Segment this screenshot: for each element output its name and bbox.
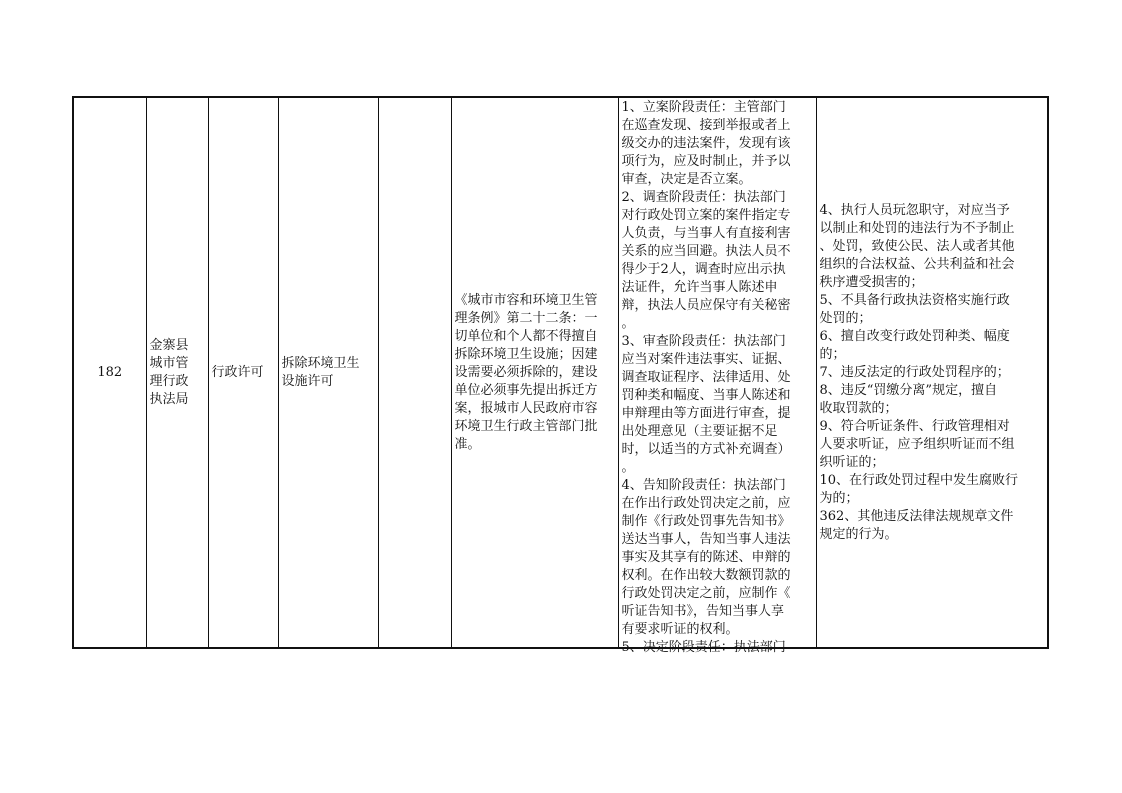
category-text: 行政许可 <box>211 364 264 380</box>
responsibility-text-line: 行政处罚决定之前，应制作《 <box>621 585 791 601</box>
responsibility-text-line: 级交办的违法案件，发现有该 <box>621 135 791 151</box>
responsibility-text-line: 1、立案阶段责任：主管部门 <box>621 99 786 115</box>
responsibility-text-line: 项行为，应及时制止，并予以 <box>621 153 791 169</box>
legal-basis-text-line: 拆除环境卫生设施；因建 <box>454 346 598 362</box>
legal-basis-text-line: 切单位和个人都不得擅自 <box>454 328 598 344</box>
responsibility-text-line: 时，以适当的方式补充调查） <box>621 441 791 457</box>
accountability-text-line: 收取罚款的； <box>819 400 898 416</box>
responsibility-text-line: 事实及其享有的陈述、申辩的 <box>621 549 791 565</box>
responsibility-text-line: 审查，决定是否立案。 <box>621 171 752 187</box>
responsibility-text-line: 2、调查阶段责任：执法部门 <box>621 189 786 205</box>
table-row <box>73 97 1048 648</box>
category-cell <box>208 97 278 648</box>
responsibility-text-line: 听证告知书》，告知当事人享 <box>621 603 785 619</box>
responsibility-text-line: 在作出行政处罚决定之前，应 <box>621 495 791 511</box>
accountability-text-line: 秩序遭受损害的； <box>819 274 924 290</box>
accountability-text-line: 9、符合听证条件、行政管理相对 <box>819 418 1010 434</box>
accountability-text-line: 人要求听证，应予组织听证而不组 <box>819 436 1015 452</box>
accountability-text-line: 362、其他违反法律法规规章文件 <box>819 508 1014 524</box>
accountability-text-line: 的； <box>819 346 846 362</box>
responsibility-text-line: 关系的应当回避。执法人员不 <box>621 243 791 259</box>
responsibility-text-line: 出处理意见（主要证据不足 <box>621 423 778 439</box>
responsibility-text-line: 罚种类和幅度、当事人陈述和 <box>621 387 791 403</box>
responsibility-text-line: 人负责，与当事人有直接利害 <box>621 225 791 241</box>
row-number: 182 <box>97 364 123 380</box>
responsibility-text-line: 在巡查发现、接到举报或者上 <box>621 117 791 133</box>
legal-basis-text-line: 准。 <box>454 436 481 452</box>
accountability-text-line: 组织的合法权益、公共利益和社会 <box>819 256 1015 272</box>
department-text-line: 城市管 <box>149 355 189 371</box>
accountability-text-line: 织听证的； <box>819 454 885 470</box>
item-name-cell <box>278 97 378 648</box>
accountability-text-line: 规定的行为。 <box>819 526 898 542</box>
item-name-text-line: 设施许可 <box>281 373 334 389</box>
responsibility-text-line: 应当对案件违法事实、证据、 <box>621 351 791 367</box>
legal-basis-text-line: 单位必须事先提出拆迁方 <box>454 382 598 398</box>
legal-basis-cell <box>451 97 618 648</box>
accountability-text-line: 6、擅自改变行政处罚种类、幅度 <box>819 328 1010 344</box>
responsibility-text-line: 调查取证程序、法律适用、处 <box>621 369 791 385</box>
responsibility-text-line: 。 <box>621 315 635 331</box>
accountability-text-line: 为的； <box>819 490 859 506</box>
legal-basis-text-line: 设需要必须拆除的，建设 <box>454 364 598 380</box>
responsibility-text-line: 4、告知阶段责任：执法部门 <box>621 477 786 493</box>
legal-basis-text-line: 《城市市容和环境卫生管 <box>454 292 598 308</box>
responsibility-cell <box>618 97 816 655</box>
responsibility-text-line: 5、决定阶段责任：执法部门 <box>621 639 786 655</box>
department-text-line: 金寨县 <box>149 337 189 353</box>
responsibility-text-line: 得少于2人，调查时应出示执 <box>621 261 786 277</box>
legal-basis-text-line: 理条例》第二十二条：一 <box>454 310 598 326</box>
responsibility-text-line: 权利。在作出较大数额罚款的 <box>621 567 791 583</box>
accountability-text-line: 10、在行政处罚过程中发生腐败行 <box>819 472 1019 488</box>
responsibility-text-line: 制作《行政处罚事先告知书》 <box>621 513 791 529</box>
responsibility-text-line: 辩，执法人员应保守有关秘密 <box>621 297 791 313</box>
accountability-text-line: 、处罚，致使公民、法人或者其他 <box>819 238 1015 254</box>
responsibility-text-line: 有要求听证的权利。 <box>621 621 739 637</box>
responsibility-text-line: 对行政处罚立案的案件指定专 <box>621 207 791 223</box>
accountability-text-line: 8、违反“罚缴分离”规定，擅自 <box>819 382 998 398</box>
accountability-text-line: 以制止和处罚的违法行为不予制止 <box>819 220 1015 236</box>
legal-basis-text-line: 案，报城市人民政府市容 <box>454 400 598 416</box>
legal-basis-text-line: 环境卫生行政主管部门批 <box>454 418 598 434</box>
department-text-line: 理行政 <box>149 373 189 389</box>
accountability-text-line: 4、执行人员玩忽职守，对应当予 <box>819 202 1010 218</box>
responsibility-text-line: 送达当事人，告知当事人违法 <box>621 531 791 547</box>
power-list-table <box>72 96 1049 655</box>
responsibility-text-line: 。 <box>621 459 635 475</box>
responsibility-text-line: 申辩理由等方面进行审查，提 <box>621 405 791 421</box>
accountability-text-line: 7、违反法定的行政处罚程序的； <box>819 364 1010 380</box>
department-cell <box>146 97 208 648</box>
department-text-line: 执法局 <box>149 391 189 407</box>
accountability-text-line: 5、不具备行政执法资格实施行政 <box>819 292 1010 308</box>
row-number-cell <box>73 97 146 648</box>
accountability-text-line: 处罚的； <box>819 310 872 326</box>
item-name-text-line: 拆除环境卫生 <box>281 355 360 371</box>
responsibility-text-line: 3、审查阶段责任：执法部门 <box>621 333 786 349</box>
accountability-cell <box>816 97 1048 648</box>
responsibility-text <box>621 99 813 655</box>
responsibility-text-line: 法证件，允许当事人陈述申 <box>621 279 778 295</box>
subitem-cell <box>378 97 451 648</box>
